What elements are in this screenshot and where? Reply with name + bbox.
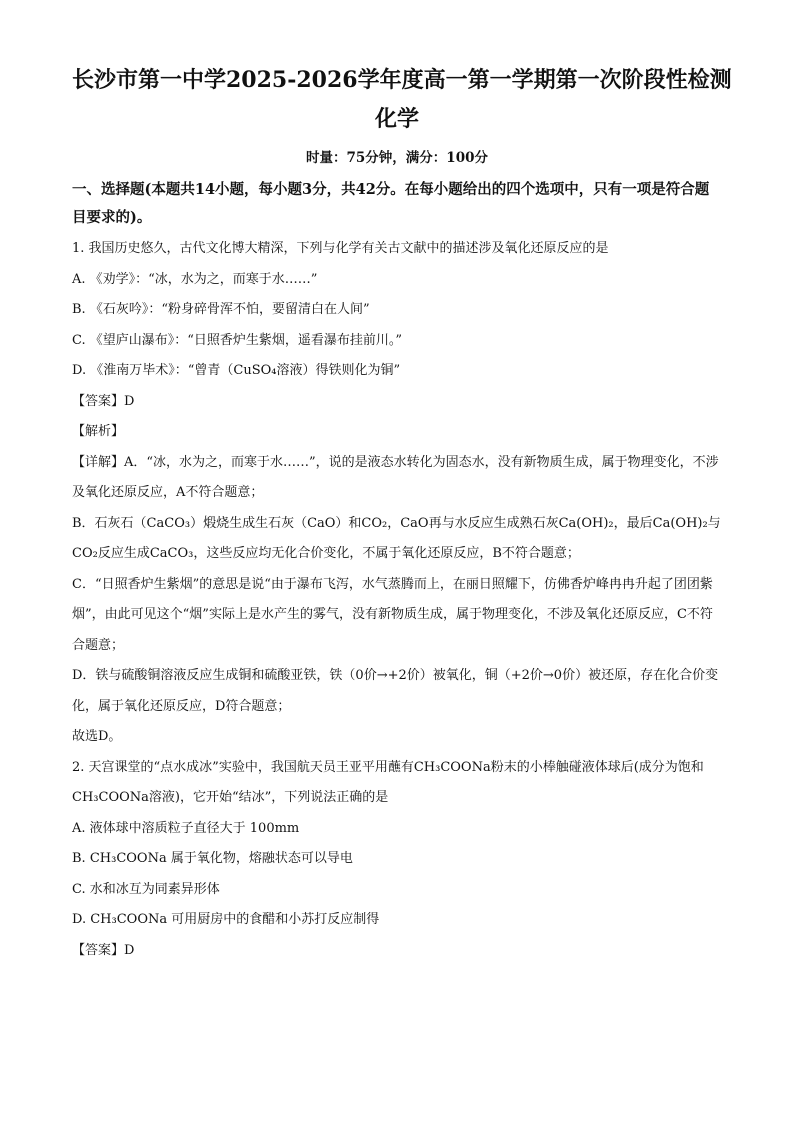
option-c: C. 水和冰互为同素异形体: [72, 881, 220, 897]
option-c: C. 《望庐山瀑布》：“日照香炉生紫烟，遥看瀑布挂前川。”: [72, 332, 403, 348]
exam-timing: 时量：75分钟，满分：100分: [306, 150, 488, 166]
option-a: A. 液体球中溶质粒子直径大于 100mm: [72, 820, 300, 836]
section-heading: 一、选择题(本题共14小题，每小题3分，共42分。在每小题给出的四个选项中，只有一项是符合题目要求的)。: [72, 181, 710, 226]
answer-label: 【答案】D: [72, 942, 135, 958]
question-stem: 1. 我国历史悠久，古代文化博大精深，下列与化学有关古文献中的描述涉及氧化还原反应的是: [72, 241, 609, 256]
option-b: B. 《石灰吟》：“粉身碎骨浑不怕，要留清白在人间”: [72, 302, 370, 317]
option-d: D. CH₃COONa 可用厨房中的食醋和小苏打反应制得: [72, 912, 380, 927]
detail-conclusion: 故选D。: [72, 729, 122, 744]
question-1: [72, 234, 722, 753]
question-stem: 2. 天宫课堂的“点水成冰”实验中，我国航天员王亚平用蘸有CH₃COONa粉末的小棒触碰液体球后(成分为饱和 CH₃COONa溶液)，它开始“结冰”，下列说法正确的是: [72, 759, 704, 805]
detail-a: 【详解】A．“冰，水为之，而寒于水……”，说的是液态水转化为固态水，没有新物质生成，属于物理变化，不涉及氧化还原反应，A不符合题意；: [72, 454, 719, 500]
question-2: [72, 753, 722, 967]
exam-title: 长沙市第一中学2025-2026学年度高一第一学期第一次阶段性检测: [72, 67, 732, 93]
analysis-label: 【解析】: [72, 424, 125, 439]
subject-title: 化学: [374, 106, 419, 132]
option-d: D. 《淮南万毕术》：“曾青（CuSO₄溶液）得铁则化为铜”: [72, 363, 401, 378]
exam-page: [72, 62, 732, 966]
detail-c: C．“日照香炉生紫烟”的意思是说“由于瀑布飞泻，水气蒸腾而上，在丽日照耀下，仿佛香炉峰冉冉升起了团团紫烟”，由此可见这个“烟”实际上是水产生的雾气，没有新物质生成，属于物理变化，不涉及氧化还原反应，C不符合题意；: [72, 576, 713, 653]
detail-b: B．石灰石（CaCO₃）煅烧生成生石灰（CaO）和CO₂，CaO再与水反应生成熟石灰Ca(OH)₂，最后Ca(OH)₂与CO₂反应生成CaCO₃，这些反应均无化合价变化，不属于氧化还原反应，B不符合题意；: [72, 515, 721, 561]
answer-label: 【答案】D: [72, 393, 135, 409]
option-a: A. 《劝学》：“冰，水为之，而寒于水……”: [72, 271, 318, 287]
option-b: B. CH₃COONa 属于氧化物，熔融状态可以导电: [72, 851, 353, 866]
detail-d: D．铁与硫酸铜溶液反应生成铜和硫酸亚铁，铁（0价→+2价）被氧化，铜（+2价→0价）被还原，存在化合价变化，属于氧化还原反应，D符合题意；: [72, 668, 719, 714]
